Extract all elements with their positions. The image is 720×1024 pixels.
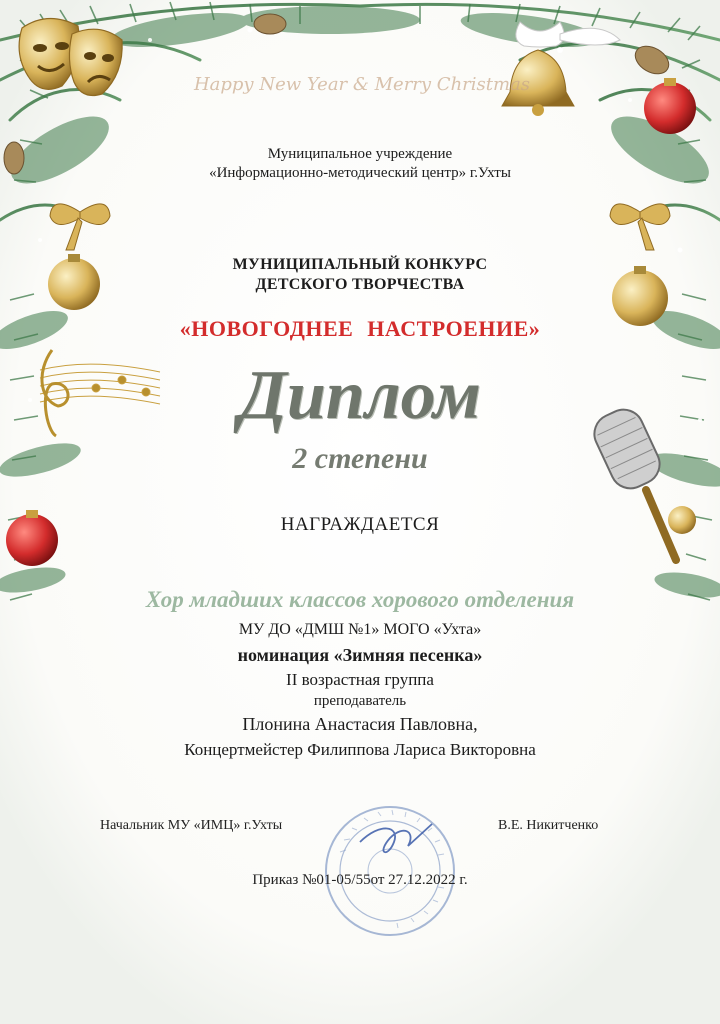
official-stamp xyxy=(320,802,460,940)
contest-line-2: ДЕТСКОГО ТВОРЧЕСТВА xyxy=(255,276,465,293)
age-group: II возрастная группа xyxy=(286,670,434,689)
header-script-text: Happy New Year & Merry Christmas xyxy=(193,74,531,95)
signature-position: Начальник МУ «ИМЦ» г.Ухты xyxy=(100,818,283,833)
handwritten-signature xyxy=(360,824,432,852)
awarded-label: НАГРАЖДАЕТСЯ xyxy=(280,514,440,535)
teacher-label: преподаватель xyxy=(313,693,407,709)
teacher-name: Плонина Анастасия Павловна, xyxy=(242,714,478,734)
contest-name: «НОВОГОДНЕЕ НАСТРОЕНИЕ» xyxy=(179,316,541,341)
contest-line-1: МУНИЦИПАЛЬНЫЙ КОНКУРС xyxy=(232,256,488,273)
accompanist: Концертмейстер Филиппова Лариса Викторовна xyxy=(184,740,536,759)
diploma-title: Диплом xyxy=(239,357,481,434)
order-reference: Приказ №01-05/55от 27.12.2022 г. xyxy=(252,872,468,888)
diploma-degree: 2 степени xyxy=(292,442,428,475)
recipient-name: Хор младших классов хорового отделения xyxy=(145,587,575,612)
organization-line-1: Муниципальное учреждение xyxy=(267,146,453,162)
nomination: номинация «Зимняя песенка» xyxy=(237,645,483,665)
signature-name: В.Е. Никитченко xyxy=(498,818,599,833)
school-name: МУ ДО «ДМШ №1» МОГО «Ухта» xyxy=(238,621,482,638)
organization-line-2: «Информационно-методический центр» г.Ухты xyxy=(209,165,511,181)
